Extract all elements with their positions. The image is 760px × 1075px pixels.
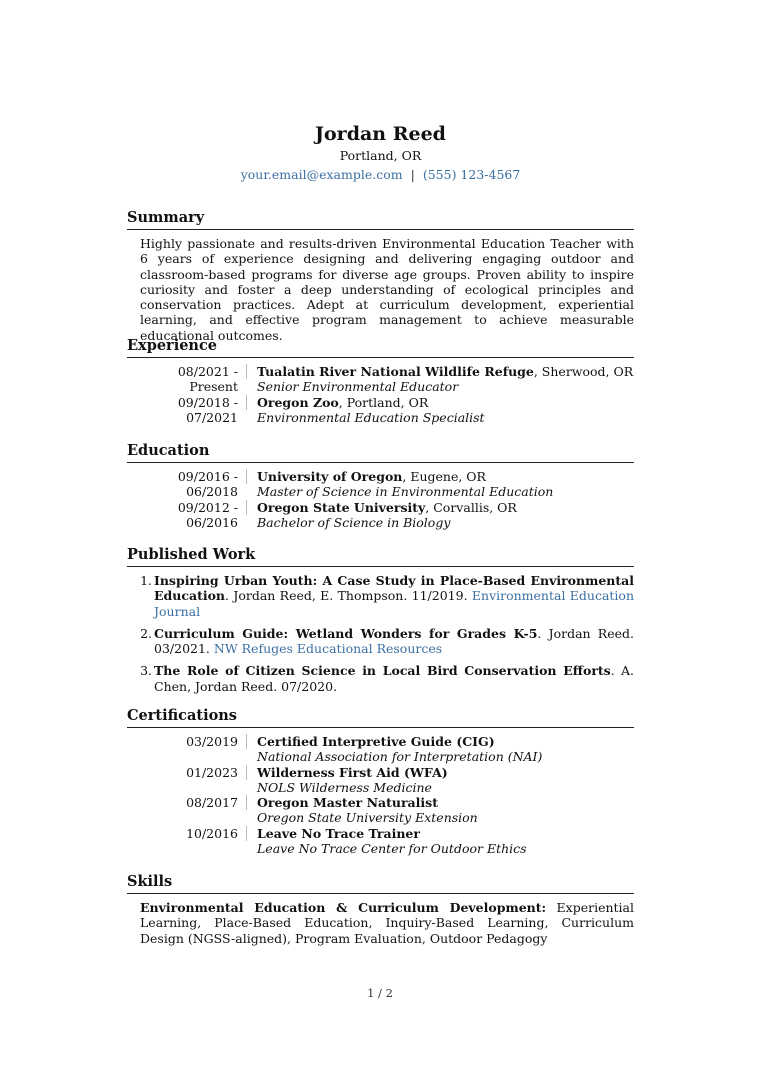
certification-entry bbox=[127, 765, 634, 796]
candidate-name: Jordan Reed bbox=[315, 123, 446, 145]
education-section bbox=[127, 442, 634, 530]
entry-degree: Bachelor of Science in Biology bbox=[257, 514, 451, 530]
entry-date: 09/2012 - 06/2016 bbox=[127, 500, 247, 515]
certification-name: Oregon Master Naturalist bbox=[257, 795, 438, 811]
entry-location: , Eugene, OR bbox=[402, 469, 486, 484]
publication-title: Curriculum Guide: Wetland Wonders for Grades K-5 bbox=[154, 625, 538, 641]
publication-venue-link[interactable]: NW Refuges Educational Resources bbox=[213, 641, 443, 657]
skills-text bbox=[140, 900, 634, 946]
entry-date: 09/2018 - 07/2021 bbox=[127, 395, 247, 410]
experience-entry bbox=[127, 395, 634, 426]
entry-date: 03/2019 bbox=[127, 734, 247, 749]
entry-role: Senior Environmental Educator bbox=[257, 379, 459, 395]
email-link[interactable]: your.email@example.com bbox=[240, 167, 403, 182]
publication-venue-link[interactable]: Environmental Education Journal bbox=[154, 588, 635, 619]
section-title-education: Education bbox=[127, 442, 634, 463]
certification-name: Wilderness First Aid (WFA) bbox=[257, 764, 448, 780]
certification-name: Leave No Trace Trainer bbox=[257, 825, 420, 841]
phone-link[interactable]: (555) 123-4567 bbox=[422, 167, 521, 182]
summary-section bbox=[127, 209, 634, 343]
candidate-location: Portland, OR bbox=[339, 148, 422, 163]
section-title-summary: Summary bbox=[127, 209, 634, 230]
skill-category: Environmental Education & Curriculum Development: bbox=[140, 900, 547, 915]
publication-title: Inspiring Urban Youth: A Case Study in Place-Based Environmental Education bbox=[154, 573, 634, 604]
education-entry bbox=[127, 469, 634, 500]
section-title-certifications: Certifications bbox=[127, 707, 634, 728]
publication-item bbox=[127, 626, 634, 657]
entry-date: 08/2017 bbox=[127, 795, 247, 810]
certification-issuer: National Association for Interpretation (NAI) bbox=[257, 749, 543, 765]
certification-issuer: Oregon State University Extension bbox=[257, 810, 478, 826]
certification-entry bbox=[127, 734, 634, 765]
skill-list: Experiential Learning, Place-Based Education, Inquiry-Based Learning, Curriculum Design (NGSS-aligned), Program Evaluation, Outdoor Pedagogy bbox=[140, 900, 634, 946]
entry-date: 01/2023 bbox=[127, 765, 247, 780]
resume-header bbox=[127, 122, 634, 184]
entry-location: , Portland, OR bbox=[338, 394, 429, 410]
publication-details: . Jordan Reed. 03/2021. bbox=[154, 625, 634, 657]
contact-separator: | bbox=[410, 167, 415, 182]
summary-text: Highly passionate and results-driven Environmental Education Teacher with 6 years of experience designing and delivering engaging outdoor and classroom-based programs for diverse age groups. Proven ability to inspire curiosity and foster a deep understanding of ecological principles and conservation practices. Adept at curriculum development, experiential learning, and effective program management to achieve measurable educational outcomes. bbox=[140, 236, 634, 343]
publication-item bbox=[127, 573, 634, 619]
entry-location: , Sherwood, OR bbox=[533, 364, 634, 379]
entry-organization: Tualatin River National Wildlife Refuge bbox=[257, 364, 534, 379]
entry-date: 08/2021 - Present bbox=[127, 364, 247, 379]
entry-date: 09/2016 - 06/2018 bbox=[127, 469, 247, 484]
certification-issuer: Leave No Trace Center for Outdoor Ethics bbox=[257, 841, 527, 857]
certification-issuer: NOLS Wilderness Medicine bbox=[257, 779, 432, 795]
entry-organization: Oregon State University bbox=[257, 499, 426, 515]
publication-title: The Role of Citizen Science in Local Bird Conservation Efforts bbox=[154, 663, 611, 679]
page-number: 1 / 2 bbox=[367, 986, 393, 1000]
publication-number: 1. bbox=[140, 573, 152, 588]
skills-section bbox=[127, 873, 634, 946]
entry-degree: Master of Science in Environmental Education bbox=[257, 484, 554, 500]
entry-location: , Corvallis, OR bbox=[425, 499, 517, 515]
publication-item bbox=[127, 663, 634, 694]
section-title-published-work: Published Work bbox=[127, 546, 634, 567]
certification-entry bbox=[127, 826, 634, 857]
entry-date: 10/2016 bbox=[127, 826, 247, 841]
section-title-skills: Skills bbox=[127, 873, 634, 894]
certification-entry bbox=[127, 795, 634, 826]
contact-line bbox=[127, 166, 634, 184]
entry-organization: University of Oregon bbox=[257, 469, 403, 484]
publication-details: . Jordan Reed, E. Thompson. 11/2019. bbox=[225, 588, 472, 604]
certifications-section bbox=[127, 707, 634, 856]
entry-role: Environmental Education Specialist bbox=[257, 409, 485, 425]
certification-name: Certified Interpretive Guide (CIG) bbox=[257, 734, 495, 749]
publication-details: . A. Chen, Jordan Reed. 07/2020. bbox=[154, 663, 634, 694]
education-entry bbox=[127, 500, 634, 531]
section-title-experience: Experience bbox=[127, 337, 634, 358]
publication-number: 3. bbox=[140, 663, 152, 679]
experience-section bbox=[127, 337, 634, 425]
experience-entry bbox=[127, 364, 634, 395]
entry-organization: Oregon Zoo bbox=[257, 394, 339, 410]
published-work-section bbox=[127, 546, 634, 701]
publication-number: 2. bbox=[140, 625, 152, 641]
